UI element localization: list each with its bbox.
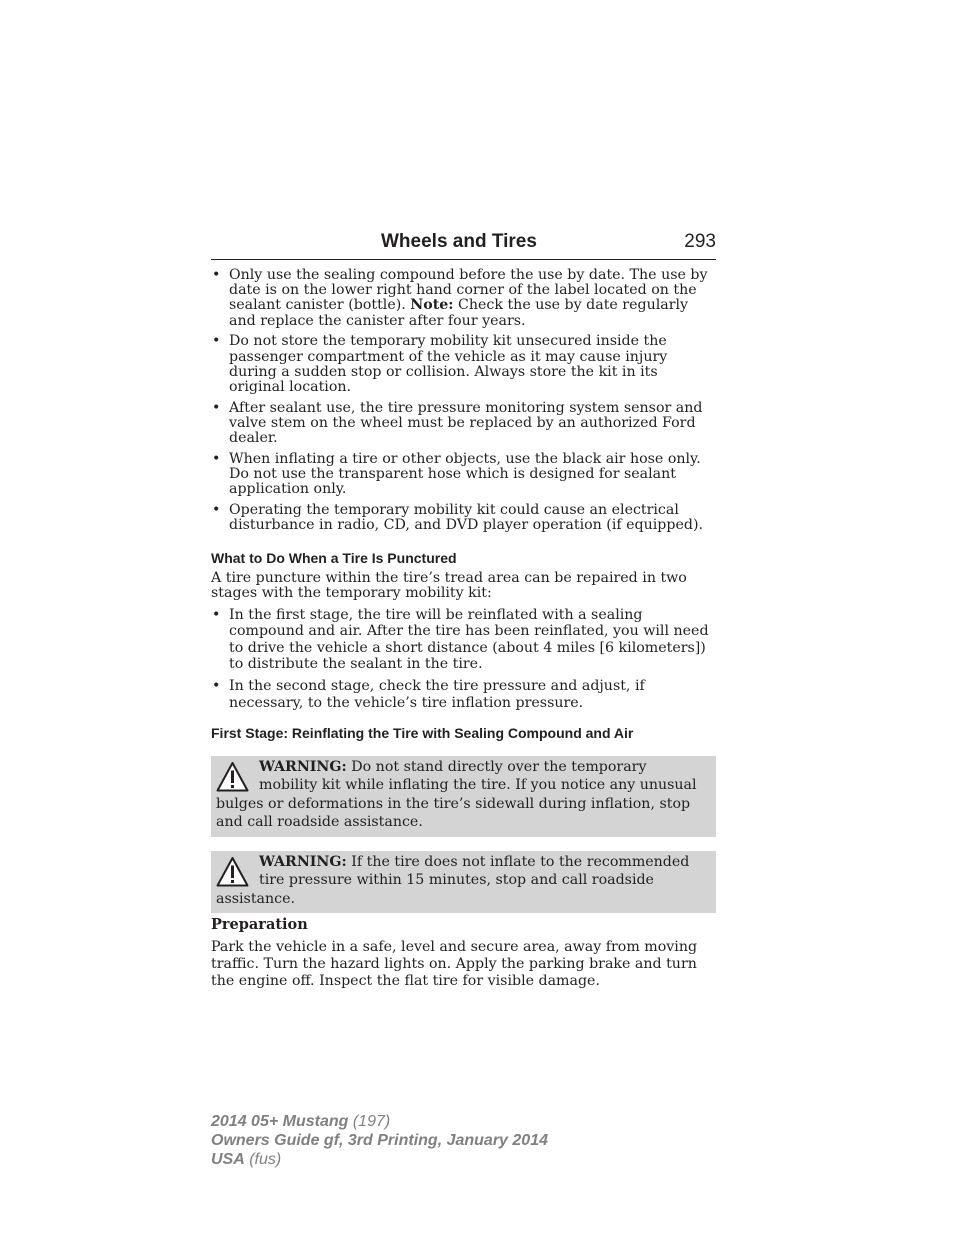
list-item: • After sealant use, the tire pressure monitoring system sensor and valve stem on the wheel must be replaced by an authorized Ford dealer. xyxy=(211,401,716,447)
list-item: • In the second stage, check the tire pressure and adjust, if necessary, to the vehicle’s tire inflation pressure. xyxy=(211,678,716,711)
page-number: 293 xyxy=(684,231,716,252)
warning-label: WARNING: xyxy=(259,853,347,870)
list-item: • In the first stage, the tire will be reinflated with a sealing compound and air. After the tire has been reinflated, you will need to drive the vehicle a short distance (about 4 miles [6 kilometers]) to distribute the sealant in the tire. xyxy=(211,607,716,673)
warning-label: WARNING: xyxy=(259,759,347,776)
footer-line: Owners Guide gf, 3rd Printing, January 2014 xyxy=(211,1132,548,1149)
list-item: • Operating the temporary mobility kit could cause an electrical disturbance in radio, CD, and DVD player operation (if equipped). xyxy=(211,503,716,533)
warning-box xyxy=(211,756,716,837)
page-title: Wheels and Tires xyxy=(381,231,537,252)
warning-text: Do not stand directly over the temporary mobility kit while inflating the tire. If you notice any unusual bulges or deformations in the tire’s sidewall during inflation, stop and call roadside assistance. xyxy=(216,759,697,831)
footer-line: USA (fus) xyxy=(211,1151,282,1168)
page-header xyxy=(211,229,716,260)
warning-text: If the tire does not inflate to the recommended tire pressure within 15 minutes, stop and call roadside assistance. xyxy=(216,853,690,907)
list-item: • Only use the sealing compound before the use by date. The use by date is on the lower right hand corner of the label located on the sealant canister (bottle). Note: Check the use by date regularly and replace the canister after four years. xyxy=(211,268,716,329)
preparation-text: Park the vehicle in a safe, level and secure area, away from moving traffic. Turn the hazard lights on. Apply the parking brake and turn the engine off. Inspect the flat tire for visible damage. xyxy=(211,938,698,989)
warning-box xyxy=(211,851,716,913)
page-footer xyxy=(211,1112,548,1169)
warning-triangle-icon xyxy=(216,856,249,888)
list-item: • When inflating a tire or other objects, use the black air hose only. Do not use the transparent hose which is designed for sealant application only. xyxy=(211,452,716,498)
section-heading-first-stage: First Stage: Reinflating the Tire with Sealing Compound and Air xyxy=(211,725,634,742)
precaution-list xyxy=(211,268,716,534)
page-content xyxy=(211,268,716,989)
stages-list xyxy=(211,607,716,711)
list-item: • Do not store the temporary mobility kit unsecured inside the passenger compartment of the vehicle as it may cause injury during a sudden stop or collision. Always store the kit in its original location. xyxy=(211,334,716,395)
section-heading-punctured: What to Do When a Tire Is Punctured xyxy=(211,549,457,566)
footer-line: 2014 05+ Mustang (197) xyxy=(211,1113,391,1130)
section-intro: A tire puncture within the tire’s tread area can be repaired in two stages with the temporary mobility kit: xyxy=(211,569,687,601)
warning-triangle-icon xyxy=(216,761,249,793)
preparation-heading: Preparation xyxy=(211,915,308,933)
